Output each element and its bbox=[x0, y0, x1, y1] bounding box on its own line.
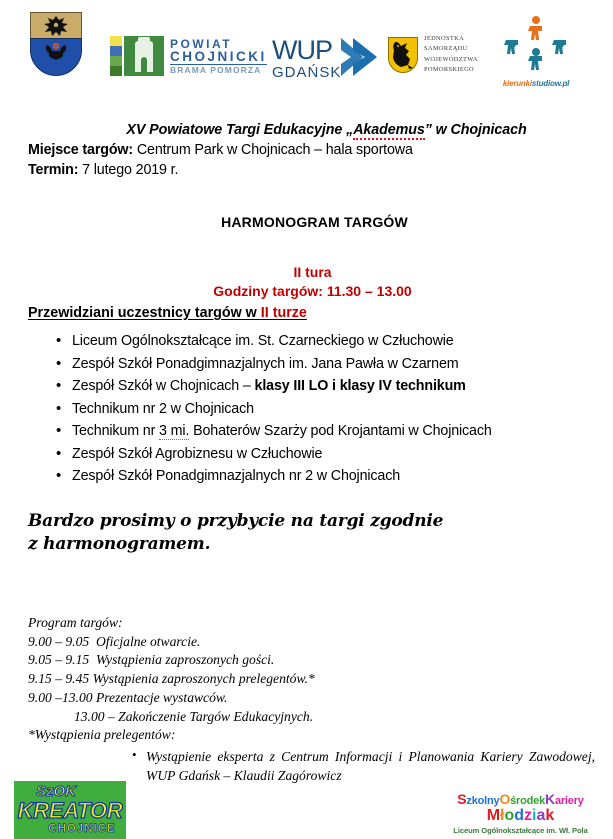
szok-line3: CHOJNICE bbox=[48, 823, 116, 836]
program-row: 9.00 – 9.05 Oficjalne otwarcie. bbox=[28, 633, 201, 649]
title-misspelled-word: Akademus bbox=[353, 122, 425, 138]
kierunki-part: kierunki bbox=[502, 79, 532, 88]
list-item bbox=[56, 330, 613, 353]
venue-label: Miejsce targów: bbox=[28, 142, 134, 158]
date-value: 7 lutego 2019 r. bbox=[78, 162, 179, 178]
school-name: Zespół Szkół Agrobiznesu w Człuchowie bbox=[72, 445, 323, 462]
participants-heading-wrap bbox=[28, 299, 613, 322]
color-bars-icon bbox=[110, 36, 122, 76]
grammar-error-marker: 3 mi. bbox=[159, 423, 190, 440]
footer-logo-strip bbox=[0, 777, 613, 839]
school-name: Technikum nr 2 w Chojnicach bbox=[72, 400, 254, 417]
school-list bbox=[0, 330, 613, 488]
sok-l1-c4: K bbox=[545, 790, 555, 807]
kierunkistudiow-logo bbox=[497, 14, 575, 88]
school-name: Technikum nr 3 mi. Bohaterów Szarży pod Krojantami w Chojnicach bbox=[72, 423, 492, 440]
header-logo-strip bbox=[0, 0, 613, 104]
coat-of-arms-chojnice-logo bbox=[30, 12, 82, 76]
sok-line2 bbox=[438, 808, 603, 825]
studiow-part: studiow.pl bbox=[531, 79, 570, 88]
venue-value: Centrum Park w Chojnicach – hala sportowa bbox=[133, 142, 413, 158]
jednostka-text bbox=[424, 34, 478, 76]
wup-line1: WUP bbox=[272, 34, 332, 65]
date-line bbox=[28, 162, 613, 178]
school-name: Zespół Szkół Ponadgimnazjalnych im. Jana Pawła w Czarnem bbox=[72, 355, 459, 372]
school-name: Zespół Szkół Ponadgimnazjalnych nr 2 w Chojnicach bbox=[72, 468, 401, 485]
people-network-icon bbox=[498, 14, 574, 72]
jednostka-samorzadu-logo bbox=[388, 34, 478, 76]
sok-l2-c0: M bbox=[486, 807, 501, 825]
powiat-line3: BRAMA POMORZA bbox=[170, 64, 267, 75]
date-label: Termin: bbox=[28, 162, 79, 178]
heraldic-shield-icon bbox=[30, 12, 82, 76]
szok-line1: SzOK bbox=[35, 783, 76, 801]
jednostka-line4: POMORSKIEGO bbox=[424, 66, 475, 74]
black-eagle-icon bbox=[42, 15, 70, 37]
participants-heading bbox=[28, 305, 307, 321]
speakers-heading: *Wystąpienia prelegentów: bbox=[28, 727, 176, 743]
szok-kreator-logo bbox=[14, 781, 126, 839]
participants-heading-red: II turze bbox=[260, 305, 307, 321]
participants-heading-prefix: Przewidziani uczestnicy targów w bbox=[28, 305, 261, 321]
sok-mlodziak-logo bbox=[438, 792, 603, 835]
list-item bbox=[56, 353, 613, 376]
program-row-closing: 13.00 – Zakończenie Targów Edukacyjnych. bbox=[74, 708, 314, 724]
request-message bbox=[28, 510, 613, 556]
sok-l2-c3: d bbox=[514, 807, 525, 825]
tower-gate-icon bbox=[124, 36, 164, 76]
jednostka-line1: JEDNOSTKA bbox=[424, 35, 465, 42]
list-item bbox=[56, 465, 613, 488]
sok-l1-c2: O bbox=[499, 790, 511, 807]
sok-l2-c4: z bbox=[524, 807, 533, 825]
sok-l1-c0: S bbox=[457, 790, 467, 807]
sok-l2-c2: o bbox=[504, 807, 515, 825]
list-item: • Wystąpienie eksperta z Centrum Informacji i Planowania Kariery Zawodowej, WUP Gdańsk – Klaudii Zagórowicz bbox=[132, 747, 595, 786]
title-before: XV Powiatowe Targi Edukacyjne „ bbox=[126, 122, 354, 138]
jednostka-line3: WOJEWÓDZTWA bbox=[424, 55, 478, 63]
chevron-right-icon bbox=[339, 36, 381, 82]
sok-l2-c7: k bbox=[545, 807, 555, 825]
wup-gdansk-logo bbox=[272, 34, 381, 82]
jednostka-line2: SAMORZĄDU bbox=[424, 45, 468, 53]
hours-label: Godziny targów: 11.30 – 13.00 bbox=[213, 283, 412, 299]
powiat-chojnicki-logo bbox=[110, 36, 267, 76]
request-line-2: z harmonogramem. bbox=[28, 533, 211, 554]
page-title bbox=[0, 122, 613, 138]
wup-line2: GDAŃSK bbox=[272, 63, 342, 81]
sok-l1-c3: środek bbox=[510, 794, 546, 807]
powiat-line2: CHOJNICKI bbox=[170, 48, 267, 64]
school-name: Zespół Szkół w Chojnicach – bbox=[72, 378, 255, 395]
program-row: 9.15 – 9.45 Wystąpienia zaproszonych prelegentów.* bbox=[28, 671, 315, 687]
program-section bbox=[28, 614, 613, 786]
sok-l2-c6: a bbox=[536, 807, 546, 825]
griffin-coat-of-arms-icon bbox=[388, 37, 418, 73]
round-label: II tura bbox=[293, 264, 332, 280]
powiat-line1: POWIAT bbox=[170, 36, 233, 51]
list-item bbox=[56, 398, 613, 421]
bull-head-icon bbox=[44, 42, 68, 64]
sok-l2-c1: ł bbox=[500, 807, 505, 825]
sok-l1-c1: zkolny bbox=[466, 794, 500, 807]
sok-l2-c5: i bbox=[532, 807, 537, 825]
request-line-1: Bardzo prosimy o przybycie na targi zgodnie bbox=[28, 511, 444, 532]
school-name: Liceum Ogólnokształcące im. St. Czarneckiego w Człuchowie bbox=[72, 333, 454, 349]
list-item bbox=[56, 420, 613, 443]
title-after: ” w Chojnicach bbox=[424, 122, 527, 138]
program-row: 9.05 – 9.15 Wystąpienia zaproszonych gości. bbox=[28, 652, 275, 668]
szok-line2: KREATOR bbox=[17, 798, 123, 824]
document-body bbox=[0, 104, 613, 786]
sok-line3: Liceum Ogólnokształcące im. Wł. Pola bbox=[453, 826, 588, 835]
sok-l1-c5: ariery bbox=[554, 794, 584, 807]
schedule-heading: HARMONOGRAM TARGÓW bbox=[221, 214, 408, 230]
list-item bbox=[56, 375, 613, 398]
kierunkistudiow-text bbox=[497, 79, 575, 88]
program-row: 9.00 –13.00 Prezentacje wystawców. bbox=[28, 689, 228, 705]
list-item bbox=[56, 443, 613, 466]
school-name-emphasis: klasy III LO i klasy IV technikum bbox=[254, 378, 466, 395]
sok-line1 bbox=[438, 792, 603, 808]
venue-line bbox=[28, 142, 613, 158]
program-heading: Program targów: bbox=[28, 614, 123, 630]
